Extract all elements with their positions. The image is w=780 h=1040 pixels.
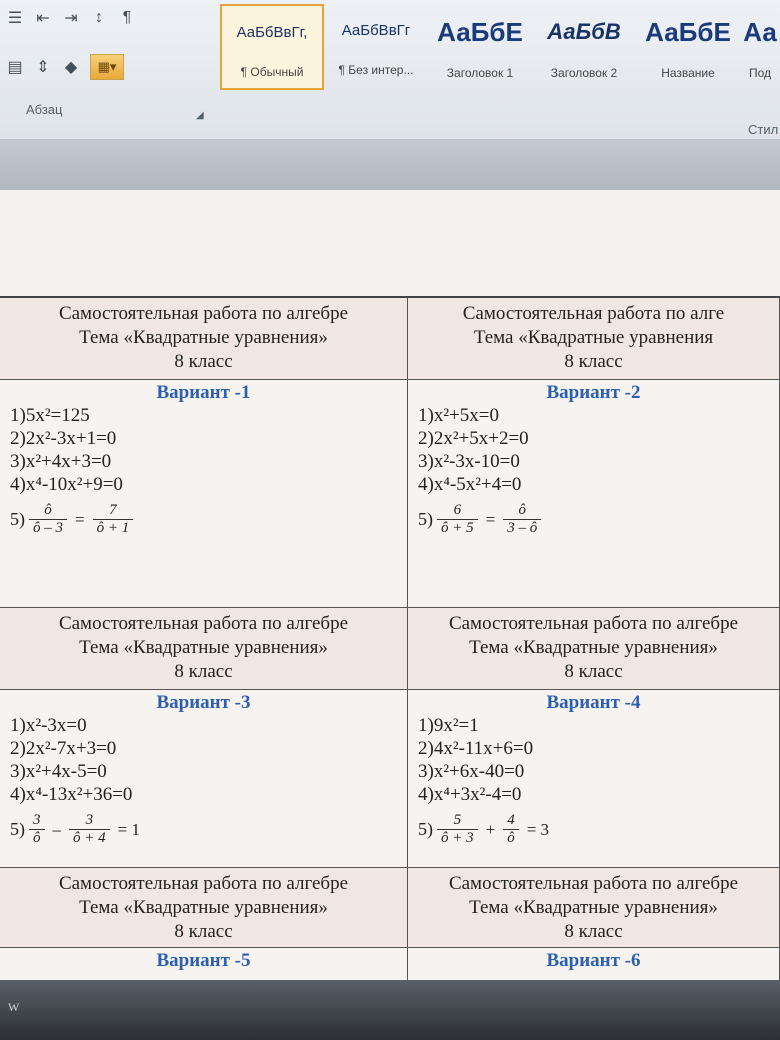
denominator: ô <box>29 829 45 847</box>
card-body[interactable] <box>0 690 408 868</box>
card-grade: 8 класс <box>564 661 623 682</box>
card-header[interactable] <box>0 868 408 948</box>
equation-item: 1)x²-3x=0 <box>10 715 87 736</box>
fraction-b <box>503 812 519 847</box>
variant-label: Вариант -4 <box>546 692 641 713</box>
fraction-prefix: 5) <box>10 819 25 839</box>
paragraph-group-label: Абзац <box>26 102 63 117</box>
fraction-a <box>29 502 67 537</box>
equation-item: 3)x²+4x+3=0 <box>10 451 112 472</box>
justify-icon[interactable]: ▤ <box>7 59 23 76</box>
denominator: ô – 3 <box>29 519 67 537</box>
card-topic: Тема «Квадратные уравнения» <box>469 897 718 918</box>
card-header[interactable] <box>408 608 780 690</box>
status-bar <box>0 980 780 1040</box>
style-name: ¶ Обычный <box>240 65 304 79</box>
variant-label: Вариант -6 <box>546 950 641 971</box>
document-background <box>0 140 780 190</box>
fraction-prefix: 5) <box>10 509 25 529</box>
fraction-equation <box>0 502 407 537</box>
document-page[interactable] <box>0 190 780 980</box>
card-title: Самостоятельная работа по алгебре <box>448 613 739 634</box>
equation-item: 2)2x²-3x+1=0 <box>10 428 117 449</box>
equation-item: 2)2x²+5x+2=0 <box>418 428 529 449</box>
card-grade: 8 класс <box>174 921 233 942</box>
equation-item: 2)4x²-11x+6=0 <box>418 738 534 759</box>
card-grade: 8 класс <box>174 661 233 682</box>
card-title: Самостоятельная работа по алгебре <box>448 873 739 894</box>
styles-group-label: Стил <box>748 122 779 137</box>
equation-item: 1)9x²=1 <box>418 715 479 736</box>
card-body[interactable] <box>0 380 408 608</box>
numerator: 6 <box>453 502 462 518</box>
variant-label: Вариант -5 <box>156 950 251 971</box>
styles-gallery <box>220 4 780 90</box>
style-sample: Аа <box>743 22 777 42</box>
numerator: 4 <box>507 812 515 828</box>
paragraph-toolbar-row-2 <box>6 54 124 80</box>
fraction-operator: = <box>75 509 85 529</box>
fraction-operator: – <box>52 819 61 839</box>
numerator: 5 <box>453 812 462 828</box>
card-body[interactable] <box>408 380 780 608</box>
dialog-launcher-icon[interactable]: ◢ <box>196 110 204 121</box>
card-grade: 8 класс <box>564 921 623 942</box>
fraction-b <box>503 502 541 537</box>
variant-label: Вариант -1 <box>156 382 251 403</box>
card-grade: 8 класс <box>174 351 233 372</box>
fill-color-icon[interactable]: ◆ <box>64 59 78 76</box>
style-tile-3[interactable] <box>428 4 532 90</box>
card-header[interactable] <box>408 298 780 380</box>
denominator: ô <box>503 829 519 847</box>
style-tile-1[interactable] <box>220 4 324 90</box>
card-body[interactable] <box>408 948 780 982</box>
card-title: Самостоятельная работа по алгебре <box>58 873 349 894</box>
fraction-tail: = 3 <box>526 819 550 839</box>
denominator: ô + 5 <box>437 519 478 537</box>
numerator: 3 <box>33 812 41 828</box>
card-title: Самостоятельная работа по алге <box>462 303 725 324</box>
word-ribbon <box>0 0 780 140</box>
worksheet-table <box>0 296 780 980</box>
style-tile-5[interactable] <box>636 4 740 90</box>
card-topic: Тема «Квадратные уравнения» <box>469 637 718 658</box>
equation-item: 4)x⁴-10x²+9=0 <box>10 474 123 495</box>
fraction-operator: = <box>485 509 496 529</box>
decrease-indent-icon[interactable]: ⇤ <box>36 10 50 27</box>
equation-item: 3)x²+6x-40=0 <box>418 761 525 782</box>
fraction-equation <box>408 812 779 847</box>
fraction-equation <box>0 812 407 847</box>
card-topic: Тема «Квадратные уравнения» <box>79 637 328 658</box>
variant-label: Вариант -3 <box>156 692 251 713</box>
equation-item: 1)x²+5x=0 <box>418 405 499 426</box>
card-topic: Тема «Квадратные уравнения <box>473 327 714 348</box>
fraction-a <box>437 812 478 847</box>
style-name: Заголовок 1 <box>446 66 514 80</box>
variant-label: Вариант -2 <box>546 382 641 403</box>
card-body[interactable] <box>0 948 408 982</box>
card-header[interactable] <box>0 298 408 380</box>
multilevel-list-icon[interactable]: ☰ <box>7 10 23 27</box>
style-sample: АаБбЕ <box>437 22 523 42</box>
fraction-prefix: 5) <box>418 819 433 839</box>
style-name: ¶ Без интер... <box>338 63 414 77</box>
card-body[interactable] <box>408 690 780 868</box>
fraction-b <box>69 812 110 847</box>
equation-item: 3)x²+4x-5=0 <box>10 761 107 782</box>
numerator: ô <box>44 502 52 518</box>
numerator: 7 <box>109 502 117 518</box>
style-tile-4[interactable] <box>532 4 636 90</box>
style-name: Название <box>661 66 715 80</box>
denominator: ô + 4 <box>69 829 110 847</box>
card-header[interactable] <box>0 608 408 690</box>
denominator: ô + 1 <box>93 519 134 537</box>
equation-item: 4)x⁴+3x²-4=0 <box>418 784 522 805</box>
style-name: Под <box>748 66 772 80</box>
fraction-a <box>437 502 478 537</box>
card-topic: Тема «Квадратные уравнения» <box>79 327 328 348</box>
card-topic: Тема «Квадратные уравнения» <box>79 897 328 918</box>
denominator: ô + 3 <box>437 829 478 847</box>
equation-item: 2)2x²-7x+3=0 <box>10 738 117 759</box>
card-header[interactable] <box>408 868 780 948</box>
equation-item: 4)x⁴-13x²+36=0 <box>10 784 133 805</box>
increase-indent-icon[interactable]: ⇥ <box>64 10 78 27</box>
style-sample: АаБбЕ <box>645 22 731 42</box>
fraction-operator: + <box>485 819 496 839</box>
borders-button[interactable]: ▦▾ <box>90 54 124 80</box>
card-title: Самостоятельная работа по алгебре <box>58 303 349 324</box>
fraction-a <box>29 812 45 847</box>
style-name: Заголовок 2 <box>550 66 618 80</box>
style-tile-6[interactable] <box>740 4 780 90</box>
fraction-prefix: 5) <box>418 509 433 529</box>
style-tile-2[interactable] <box>324 4 428 90</box>
show-marks-icon[interactable]: ¶ <box>122 9 132 26</box>
card-grade: 8 класс <box>564 351 623 372</box>
fraction-b <box>93 502 134 537</box>
equation-item: 4)x⁴-5x²+4=0 <box>418 474 522 495</box>
equation-item: 1)5x²=125 <box>10 405 90 426</box>
word-app-icon: W <box>8 1000 20 1014</box>
style-sample: АаБбВвГг, <box>236 24 308 41</box>
numerator: 3 <box>85 812 94 828</box>
card-title: Самостоятельная работа по алгебре <box>58 613 349 634</box>
fraction-equation <box>408 502 779 537</box>
fraction-tail: = 1 <box>117 819 140 839</box>
denominator: 3 – ô <box>503 519 541 537</box>
equation-item: 3)x²-3x-10=0 <box>418 451 520 472</box>
style-sample: АаБбВ <box>547 22 621 42</box>
paragraph-toolbar-row-1 <box>6 8 136 28</box>
sort-icon[interactable]: ↕ <box>95 9 103 26</box>
numerator: ô <box>518 502 526 518</box>
style-sample: АаБбВвГг <box>341 22 411 39</box>
line-spacing-icon[interactable]: ⇕ <box>36 59 50 76</box>
